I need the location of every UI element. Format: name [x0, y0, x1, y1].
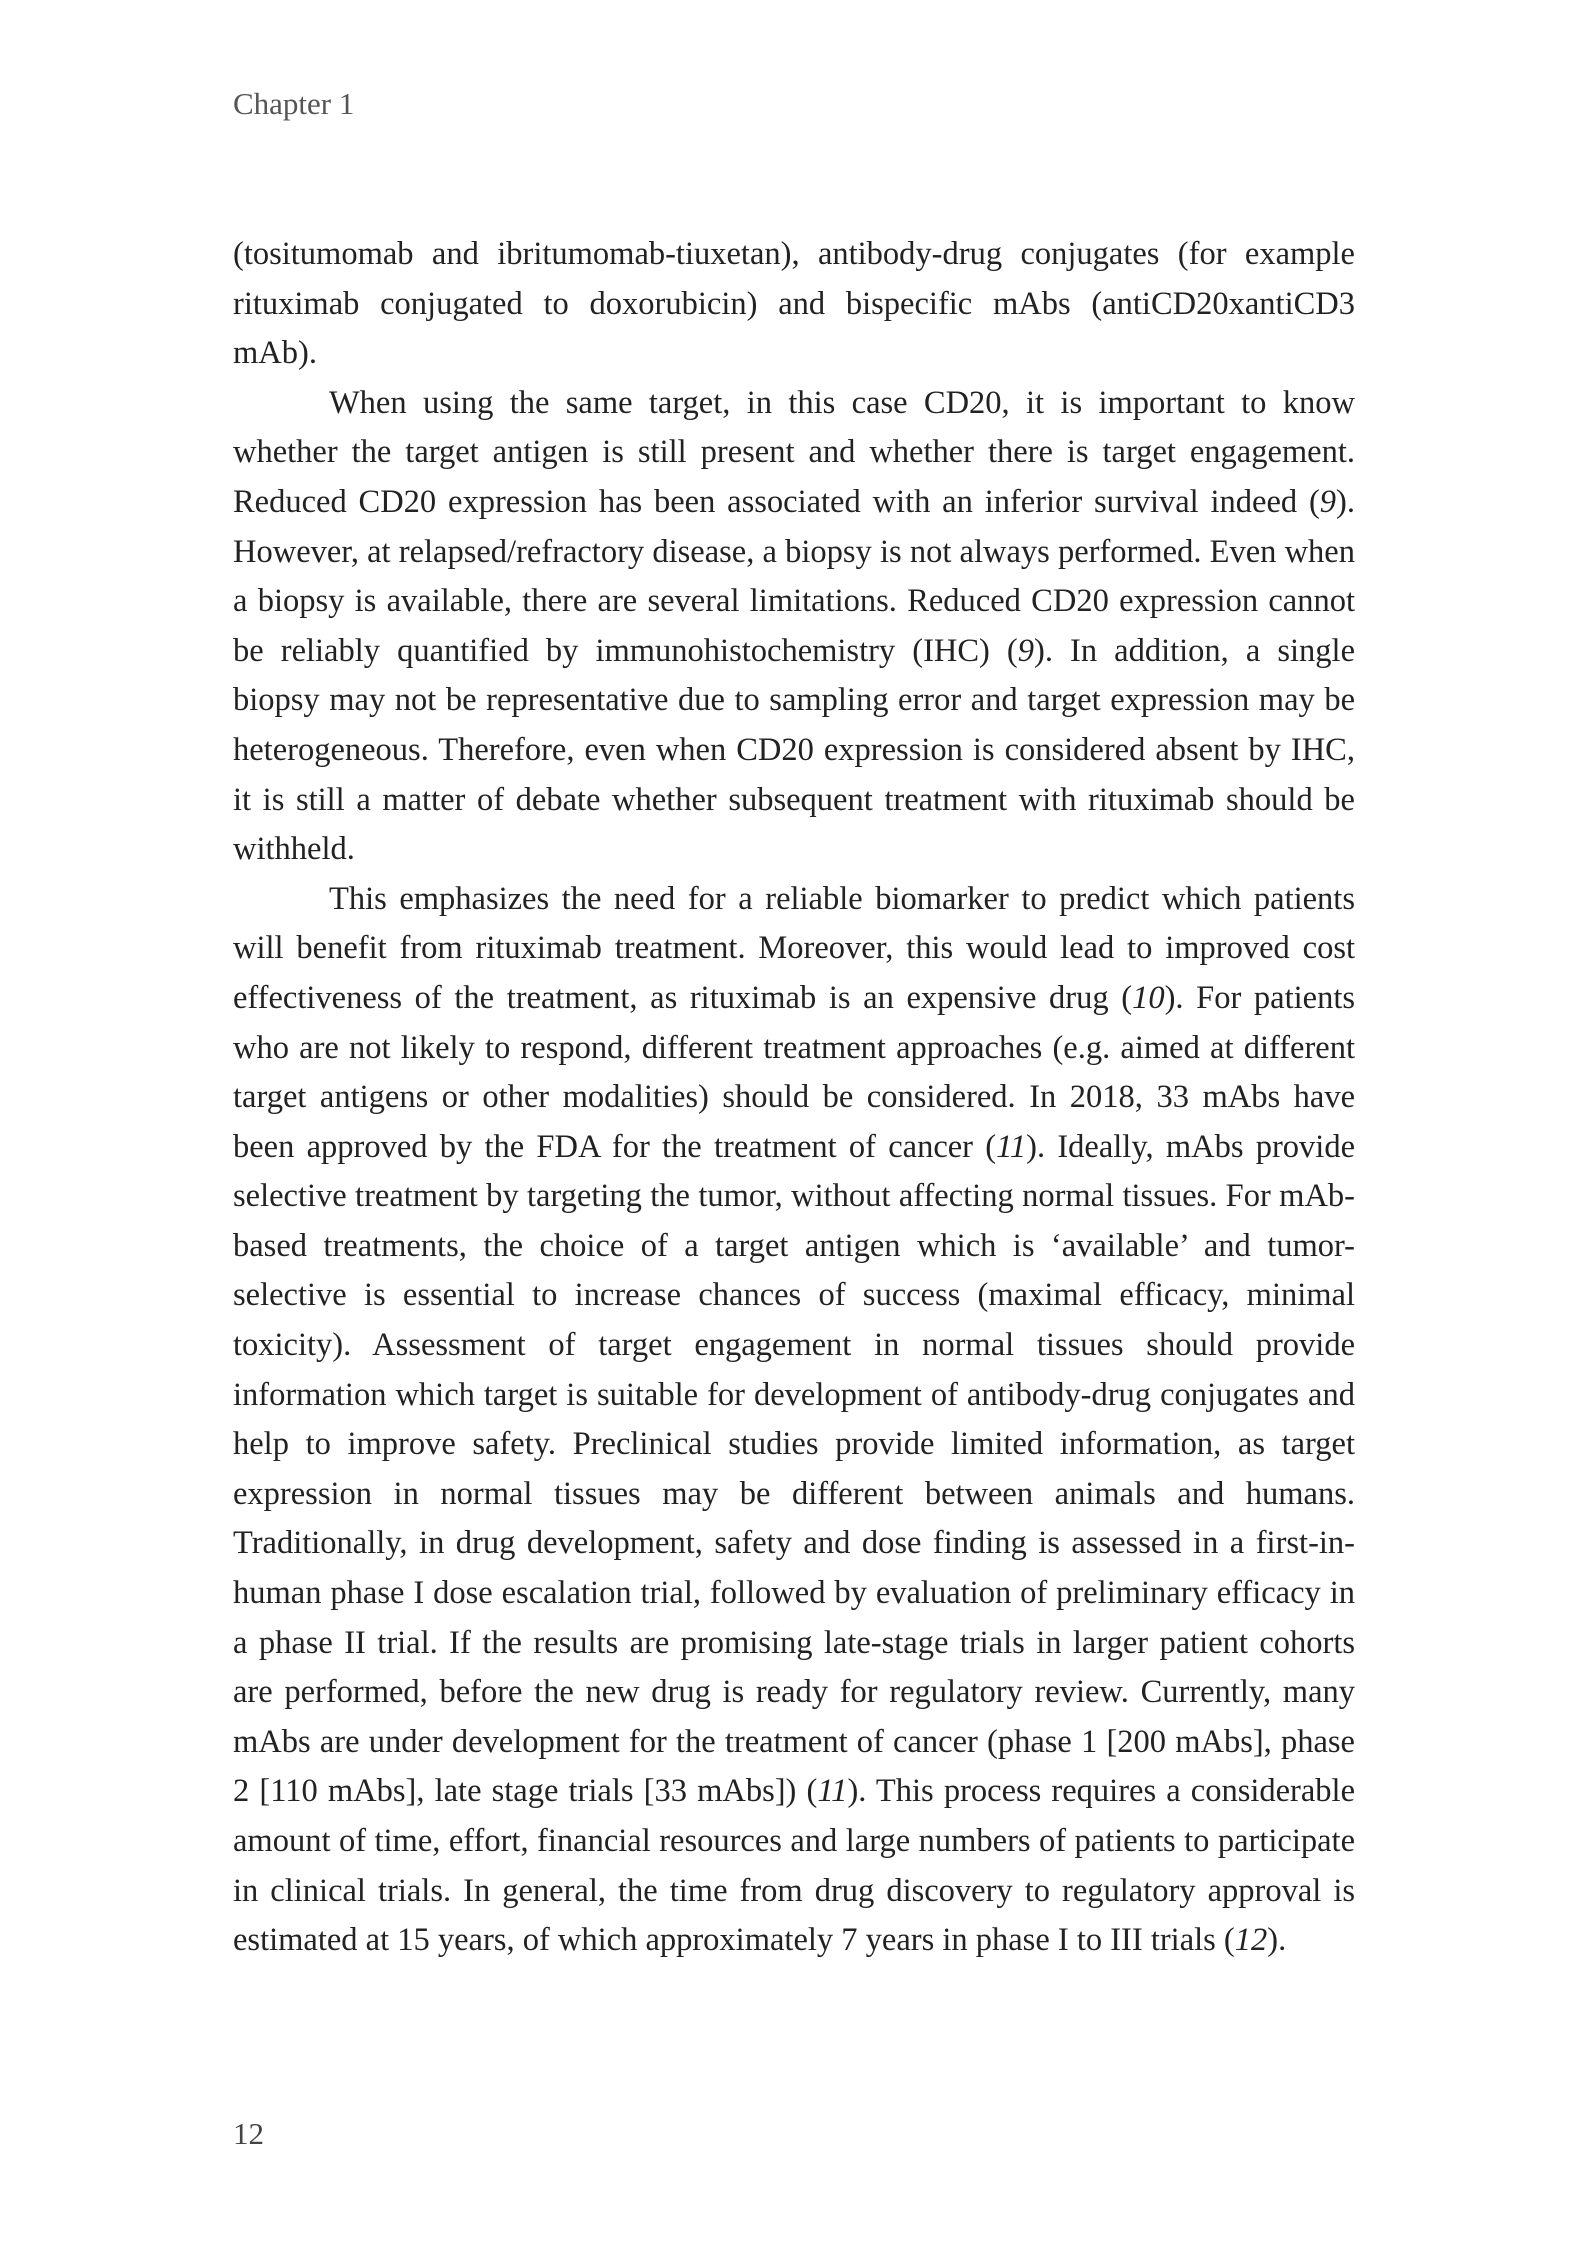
page-number: 12	[233, 2116, 264, 2151]
text-segment: ). However, at relapsed/refractory disease, a biopsy is not always performed. Even when a biopsy is available, there are several limitations. Reduced CD20 expression cannot be reliably quantified by immunohistochemistry (IHC) (	[233, 483, 1355, 669]
citation-reference: 9	[1319, 483, 1337, 520]
text-segment: ). Ideally, mAbs provide selective treatment by targeting the tumor, without affecting normal tissues. For mAb-based treatments, the choice of a target antigen which is ‘available’ and tumor-selective is essential to increase chances of success (maximal efficacy, minimal toxicity). Assessment of target engagement in normal tissues should provide information which target is suitable for development of antibody-drug conjugates and help to improve safety. Preclinical studies provide limited information, as target expression in normal tissues may be different between animals and humans. Traditionally, in drug development, safety and dose finding is assessed in a first-in-human phase I dose escalation trial, followed by evaluation of preliminary efficacy in a phase II trial. If the results are promising late-stage trials in larger patient cohorts are performed, before the new drug is ready for regulatory review. Currently, many mAbs are under development for the treatment of cancer (phase 1 [200 mAbs], phase 2 [110 mAbs], late stage trials [33 mAbs]) (	[233, 1128, 1356, 1810]
text-segment: When using the same target, in this case CD20, it is important to know whether the target antigen is still present and whether there is target engagement. Reduced CD20 expression has been associated with an inferior survival indeed (	[233, 384, 1355, 520]
running-head: Chapter 1	[233, 86, 355, 121]
body-text	[233, 230, 1355, 1966]
paragraph	[233, 379, 1355, 875]
citation-reference: 11	[817, 1773, 848, 1810]
text-segment: ). For patients who are not likely to respond, different treatment approaches (e.g. aimed at different target antigens or other modalities) should be considered. In 2018, 33 mAbs have been approved by the FDA for the treatment of cancer (	[233, 979, 1355, 1165]
citation-reference: 10	[1132, 979, 1165, 1016]
citation-reference: 9	[1017, 632, 1035, 669]
paragraph	[233, 230, 1355, 379]
text-segment: ).	[1267, 1922, 1287, 1959]
paragraph	[233, 875, 1355, 1966]
text-segment: ). This process requires a considerable amount of time, effort, financial resources and large numbers of patients to participate in clinical trials. In general, the time from drug discovery to regulatory approval is estimated at 15 years, of which approximately 7 years in phase I to III trials (	[233, 1773, 1356, 1959]
citation-reference: 12	[1234, 1922, 1268, 1959]
text-segment: ). In addition, a single biopsy may not be representative due to sampling error and target expression may be heterogeneous. Therefore, even when CD20 expression is considered absent by IHC, it is still a matter of debate whether subsequent treatment with rituximab should be withheld.	[233, 632, 1356, 868]
text-segment: This emphasizes the need for a reliable biomarker to predict which patients will benefit from rituximab treatment. Moreover, this would lead to improved cost effectiveness of the treatment, as rituximab is an expensive drug (	[233, 880, 1355, 1016]
text-segment: (tositumomab and ibritumomab-tiuxetan), antibody-drug conjugates (for example rituximab conjugated to doxorubicin) and bispecific mAbs (antiCD20xantiCD3 mAb).	[233, 236, 1355, 372]
citation-reference: 11	[996, 1128, 1027, 1165]
